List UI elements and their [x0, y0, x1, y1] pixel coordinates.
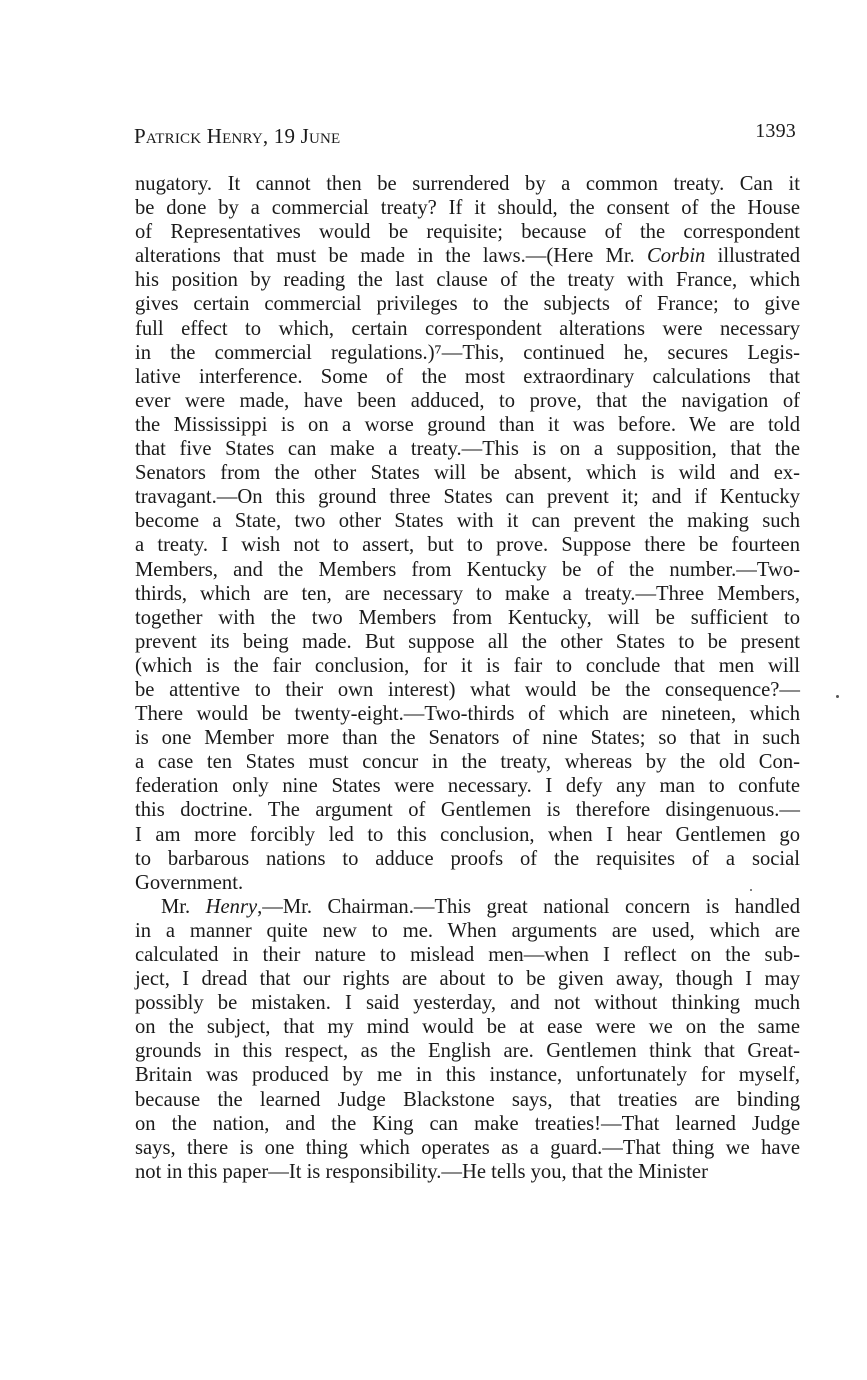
text-line: together with the two Members from Kentucky, will be sufficient to: [135, 606, 800, 629]
text-line: Government.: [135, 871, 244, 894]
text-line: possibly be mistaken. I said yesterday, and not without thinking much: [135, 992, 800, 1015]
text-line: federation only nine States were necessary. I defy any man to confute: [135, 775, 800, 798]
text-line: ever were made, have been adduced, to prove, that the navigation of: [135, 389, 800, 412]
text-line: be attentive to their own interest) what would be the consequence?—: [135, 678, 800, 701]
text-line: on the subject, that my mind would be at ease were we on the same: [135, 1016, 800, 1039]
text-line: grounds in this respect, as the English are. Gentlemen think that Great-: [135, 1040, 800, 1063]
text-line: be done by a commercial treaty? If it should, the consent of the House: [135, 197, 800, 220]
text-line: travagant.—On this ground three States can prevent it; and if Kentucky: [135, 486, 800, 509]
scan-speck: [750, 889, 752, 891]
text-line: says, there is one thing which operates as a guard.—That thing we have: [135, 1136, 800, 1159]
text-line: lative interference. Some of the most extraordinary calculations that: [135, 365, 800, 388]
text-line: thirds, which are ten, are necessary to make a treaty.—Three Members,: [135, 582, 800, 605]
text-line: to barbarous nations to adduce proofs of the requisites of a social: [135, 847, 800, 870]
text-line: full effect to which, certain correspondent alterations were necessary: [135, 317, 800, 340]
running-head: [134, 120, 800, 154]
text-line: Senators from the other States will be absent, which is wild and ex-: [135, 462, 800, 485]
text-line: Members, and the Members from Kentucky be of the number.—Two-: [135, 558, 800, 581]
text-line: in a manner quite new to me. When arguments are used, which are: [135, 919, 800, 942]
running-head-title: Patrick Henry, 19 June: [134, 124, 341, 148]
text-line: alterations that must be made in the laws.—(Here Mr. Corbin illustrated: [135, 245, 800, 268]
text-line: There would be twenty-eight.—Two-thirds of which are nineteen, which: [135, 703, 800, 726]
scan-speck: [836, 695, 839, 698]
text-line: Mr. Henry,—Mr. Chairman.—This great national concern is handled: [161, 895, 800, 918]
text-line: I am more forcibly led to this conclusion, when I hear Gentlemen go: [135, 823, 800, 846]
text-line: this doctrine. The argument of Gentlemen is therefore disingenuous.—: [135, 799, 800, 822]
text-line: not in this paper—It is responsibility.—He tells you, that the Minister: [135, 1160, 708, 1183]
body-text: [135, 172, 800, 1184]
text-line: a treaty. I wish not to assert, but to prove. Suppose there be fourteen: [135, 534, 800, 557]
text-line: on the nation, and the King can make treaties!—That learned Judge: [135, 1112, 800, 1135]
text-line: (which is the fair conclusion, for it is fair to conclude that men will: [135, 654, 800, 677]
text-line: Britain was produced by me in this instance, unfortunately for myself,: [135, 1064, 800, 1087]
text-line: is one Member more than the Senators of nine States; so that in such: [135, 727, 800, 750]
text-line: a case ten States must concur in the treaty, whereas by the old Con-: [135, 751, 800, 774]
italic-name: Henry: [205, 895, 258, 918]
italic-name: Corbin: [646, 245, 706, 268]
page-number: 1393: [755, 120, 796, 142]
text-line: that five States can make a treaty.—This is on a supposition, that the: [135, 438, 800, 461]
text-line: gives certain commercial privileges to the subjects of France; to give: [135, 293, 800, 316]
text-line: of Representatives would be requisite; because of the correspondent: [135, 221, 800, 244]
text-line: become a State, two other States with it can prevent the making such: [135, 510, 800, 533]
text-line: prevent its being made. But suppose all the other States to be present: [135, 630, 800, 653]
text-line: the Mississippi is on a worse ground than it was before. We are told: [135, 413, 800, 436]
text-line: ject, I dread that our rights are about to be given away, though I may: [135, 968, 800, 991]
text-line: nugatory. It cannot then be surrendered by a common treaty. Can it: [135, 173, 800, 195]
text-line: calculated in their nature to mislead men—when I reflect on the sub-: [135, 944, 800, 966]
text-line: because the learned Judge Blackstone says, that treaties are binding: [135, 1088, 800, 1111]
text-line: in the commercial regulations.)⁷—This, continued he, secures Legis-: [135, 341, 800, 364]
text-line: his position by reading the last clause of the treaty with France, which: [135, 269, 800, 292]
